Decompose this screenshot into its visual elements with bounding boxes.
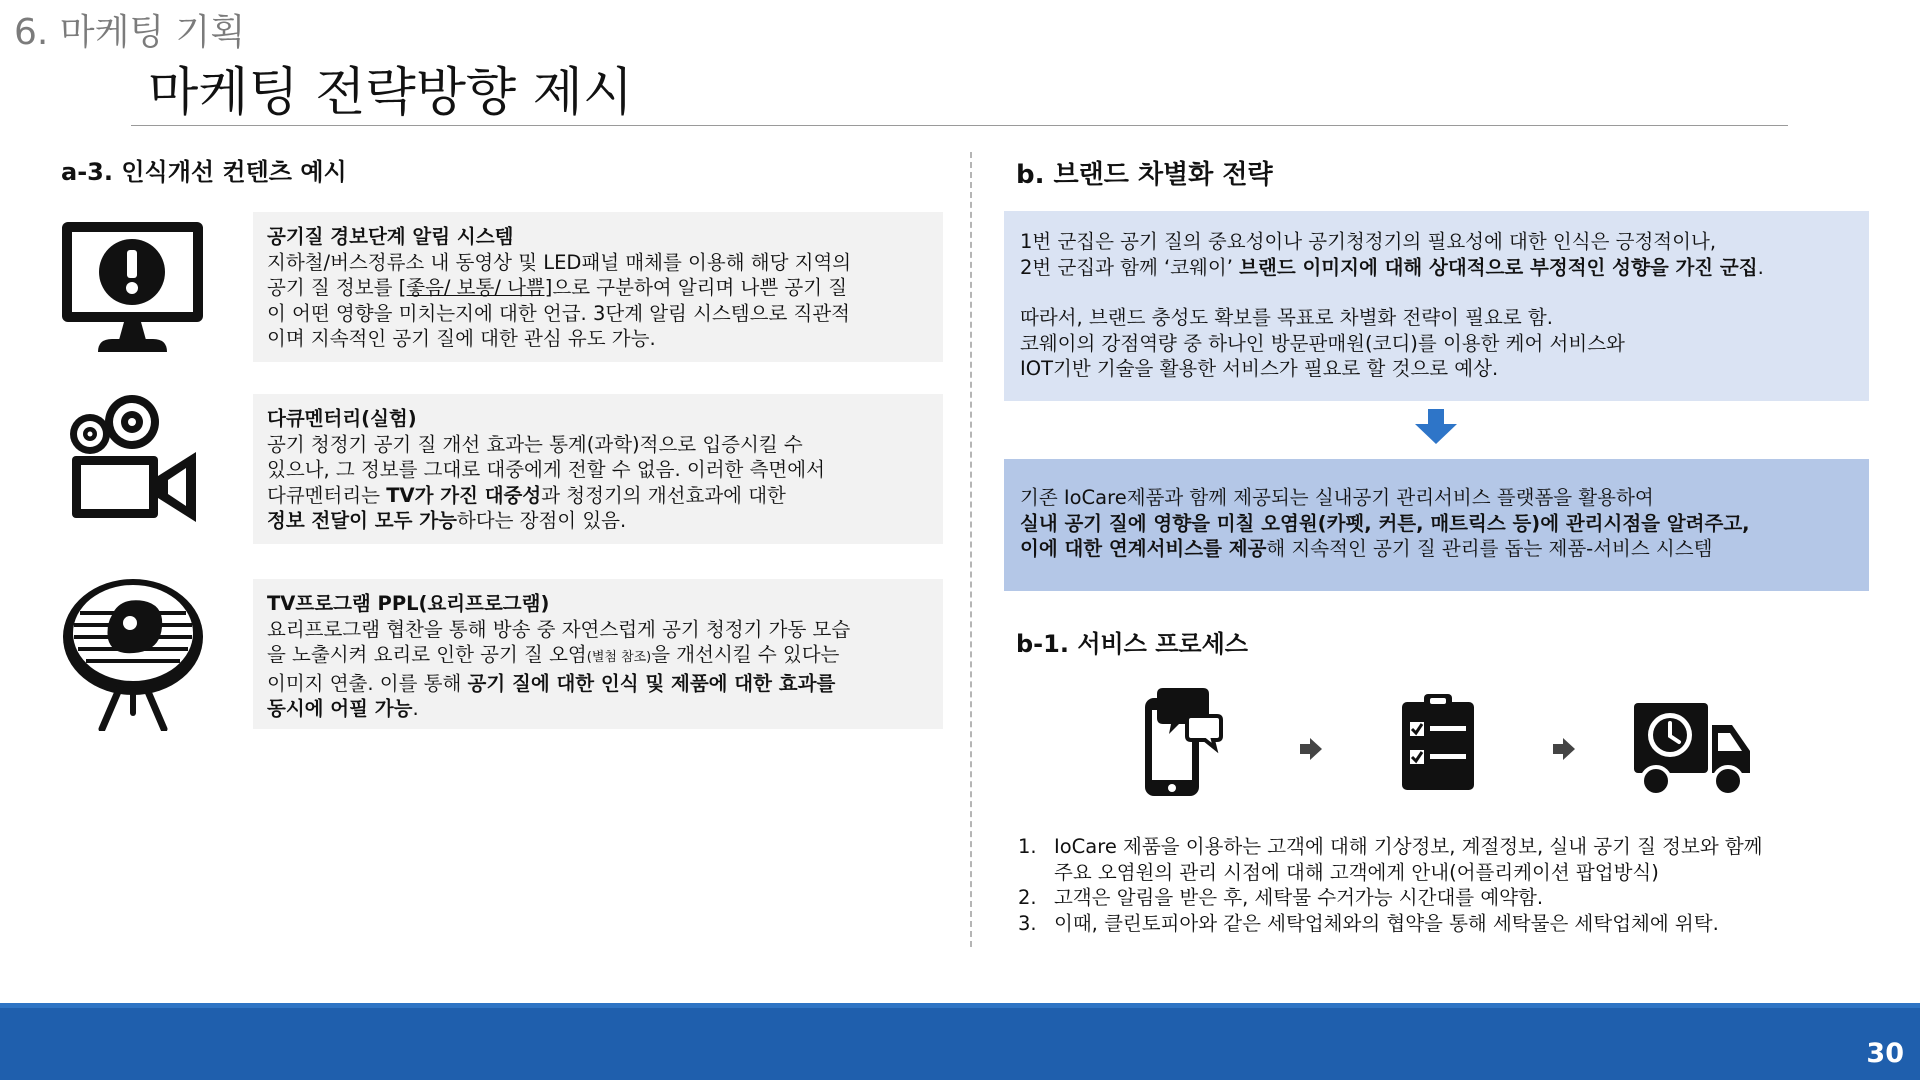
delivery-truck-clock-icon xyxy=(1632,701,1752,797)
arrow-down-icon xyxy=(1415,409,1457,444)
card-text: 이 어떤 영향을 미치는지에 대한 언급. 3단계 알림 시스템으로 직관적 xyxy=(267,301,850,325)
right-section-heading: b. 브랜드 차별화 전략 xyxy=(1016,160,1273,190)
content-card-documentary xyxy=(253,394,943,544)
arrow-right-icon xyxy=(1300,738,1322,760)
card-text: 동시에 어필 가능. xyxy=(267,697,419,720)
card-text: 다큐멘터리는 TV가 가진 대중성과 청정기의 개선효과에 대한 xyxy=(267,483,786,507)
card-text: 을 노출시켜 요리로 인한 공기 질 오염(별첨 참조)을 개선시킬 수 있다는 xyxy=(267,643,840,666)
card-text: 요리프로그램 협찬을 통해 방송 중 자연스럽게 공기 청정기 가동 모습 xyxy=(267,617,851,641)
box-text: 실내 공기 질에 영향을 미칠 오염원(카펫, 커튼, 매트릭스 등)에 관리시점을 알려주고, xyxy=(1020,511,1750,535)
card-text: 공기 청정기 공기 질 개선 효과는 통계(과학)적으로 입증시킬 수 xyxy=(267,432,803,456)
card-text: 정보 전달이 모두 가능하다는 장점이 있음. xyxy=(267,509,627,532)
footer-accent xyxy=(0,1003,1920,1008)
page-title: 마케팅 전략방향 제시 xyxy=(148,63,634,123)
box-text: 따라서, 브랜드 충성도 확보를 목표로 차별화 전략이 필요로 함. xyxy=(1020,306,1553,329)
process-step: 1. IoCare 제품을 이용하는 고객에 대해 기상정보, 계절정보, 실내 공기 질 정보와 함께 xyxy=(1018,835,1763,858)
card-text: 지하철/버스정류소 내 동영상 및 LED패널 매체를 이용해 해당 지역의 xyxy=(267,250,852,274)
process-steps xyxy=(1018,834,1763,936)
section-label: 6. 마케팅 기획 xyxy=(14,12,246,53)
service-system-box xyxy=(1004,459,1869,591)
clipboard-checklist-icon xyxy=(1400,692,1476,792)
process-step: 주요 오염원의 관리 시점에 대해 고객에게 안내(어플리케이션 팝업방식) xyxy=(1054,860,1659,884)
footer-bar xyxy=(0,1003,1920,1080)
card-text: 있으나, 그 정보를 그대로 대중에게 전할 수 없음. 이러한 측면에서 xyxy=(267,458,825,481)
card-text: 공기 질 정보를 [좋음/ 보통/ 나쁨]으로 구분하여 알리며 나쁜 공기 질 xyxy=(267,276,848,299)
phone-chat-icon xyxy=(1143,686,1223,798)
left-section-heading: a-3. 인식개선 컨텐츠 예시 xyxy=(61,158,347,186)
box-text: 2번 군집과 함께 ‘코웨이’ 브랜드 이미지에 대해 상대적으로 부정적인 성향을 가진 군집. xyxy=(1020,255,1764,279)
box-text: 이에 대한 연계서비스를 제공해 지속적인 공기 질 관리를 돕는 제품-서비스 시스템 xyxy=(1020,537,1713,560)
title-divider xyxy=(131,125,1788,126)
video-camera-icon xyxy=(70,394,200,524)
grill-steak-icon xyxy=(60,575,206,731)
box-text: 코웨이의 강점역량 중 하나인 방문판매원(코디)를 이용한 케어 서비스와 xyxy=(1020,331,1625,355)
card-title: TV프로그램 PPL(요리프로그램) xyxy=(267,592,550,615)
monitor-alert-icon xyxy=(62,222,203,352)
box-text: 기존 IoCare제품과 함께 제공되는 실내공기 관리서비스 플랫폼을 활용하여 xyxy=(1020,486,1654,509)
card-title: 공기질 경보단계 알림 시스템 xyxy=(267,225,514,248)
box-text: IOT기반 기술을 활용한 서비스가 필요로 할 것으로 예상. xyxy=(1020,357,1499,380)
card-text: 이미지 연출. 이를 통해 공기 질에 대한 인식 및 제품에 대한 효과를 xyxy=(267,671,836,695)
brand-insight-box xyxy=(1004,211,1869,401)
card-text: 이며 지속적인 공기 질에 대한 관심 유도 가능. xyxy=(267,327,656,350)
process-step: 3. 이때, 클린토피아와 같은 세탁업체와의 협약을 통해 세탁물은 세탁업체에 위탁. xyxy=(1018,911,1719,935)
process-heading: b-1. 서비스 프로세스 xyxy=(1016,630,1248,658)
content-card-ppl xyxy=(253,579,943,729)
process-step: 2. 고객은 알림을 받은 후, 세탁물 수거가능 시간대를 예약함. xyxy=(1018,886,1544,909)
box-text: 1번 군집은 공기 질의 중요성이나 공기청정기의 필요성에 대한 인식은 긍정적이나, xyxy=(1020,230,1717,253)
content-card-alert-system xyxy=(253,212,943,362)
column-divider xyxy=(970,152,972,947)
card-title: 다큐멘터리(실험) xyxy=(267,407,417,430)
page-number: 30 xyxy=(1866,1038,1904,1069)
arrow-right-icon xyxy=(1553,738,1575,760)
